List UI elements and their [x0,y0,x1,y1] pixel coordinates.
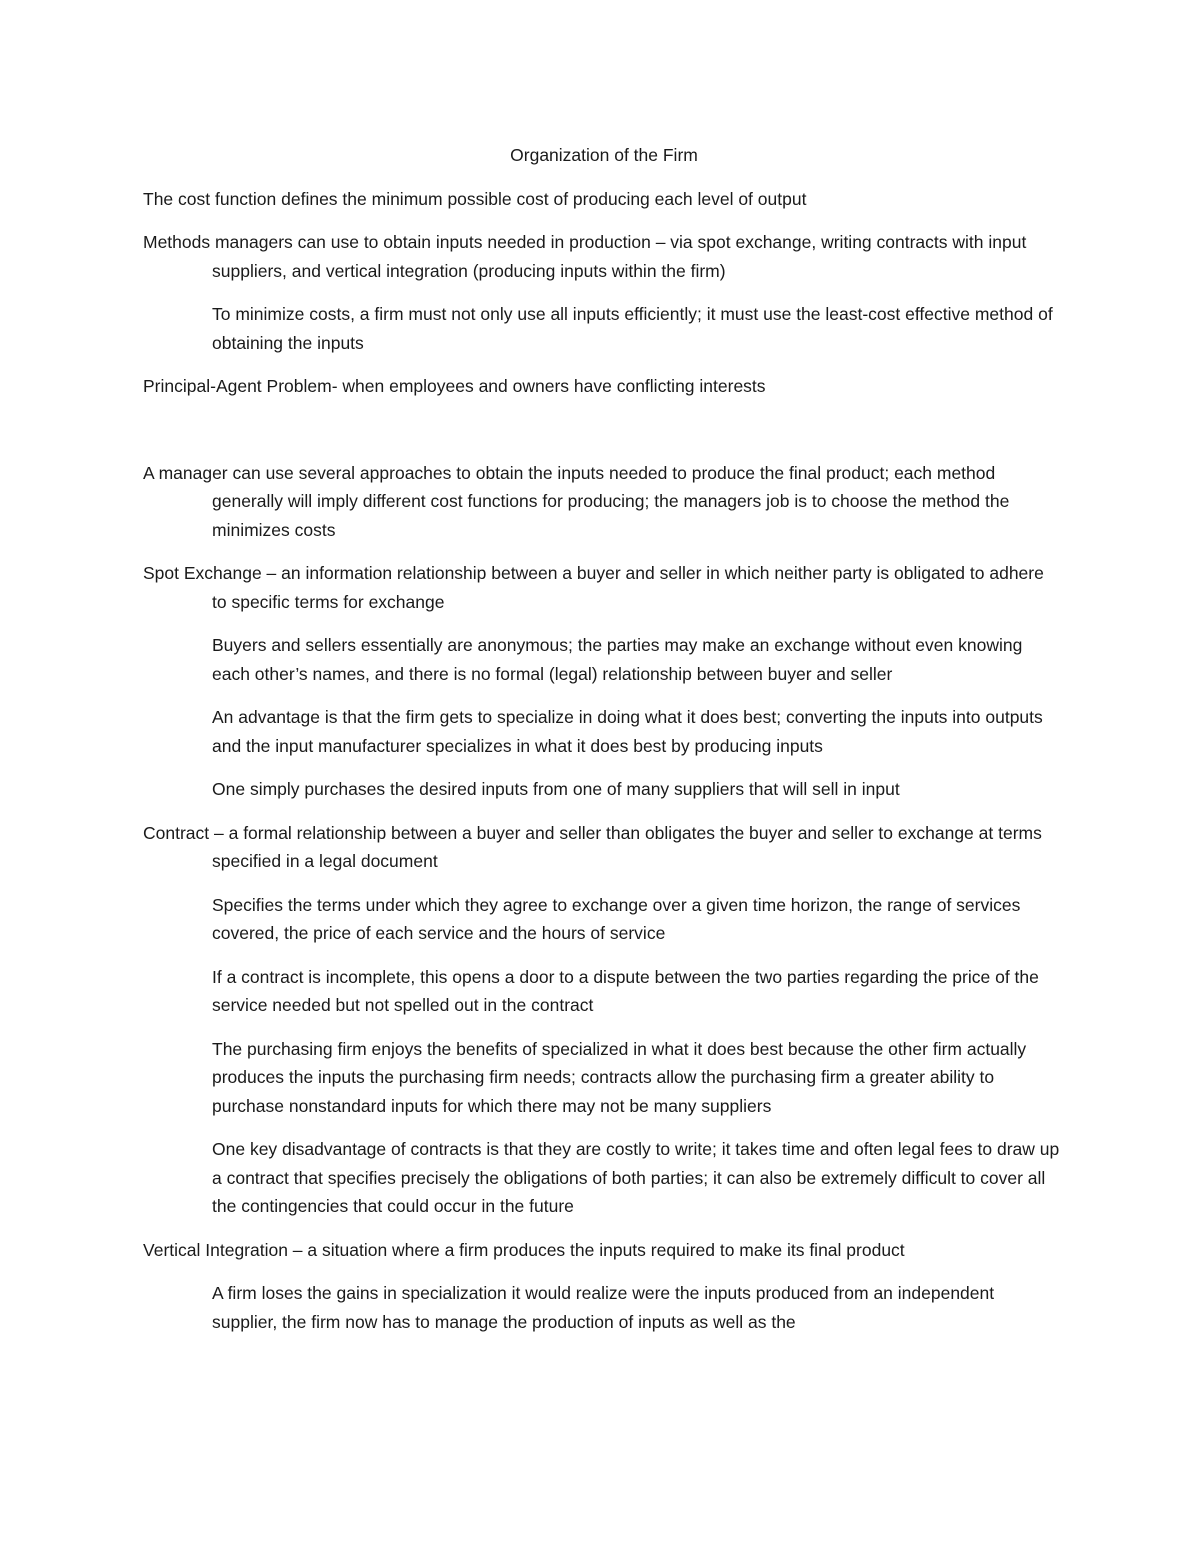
paragraph-incomplete-contract: If a contract is incomplete, this opens a door to a dispute between the two parties regarding the price of the service needed but not spelled out in the contract [212,966,1039,1015]
paragraph-minimize-costs: To minimize costs, a firm must not only use all inputs efficiently; it must use the least-cost effective method of obtaining the inputs [212,304,1053,353]
paragraph-purchases: One simply purchases the desired inputs from one of many suppliers that will sell in input [212,779,900,799]
paragraph-specifies-terms: Specifies the terms under which they agree to exchange over a given time horizon, the range of services covered, the price of each service and the hours of service [212,894,1021,943]
paragraph-vertical-integration: Vertical Integration – a situation where a firm produces the inputs required to make its final product [143,1239,905,1260]
document-title: Organization of the Firm [510,145,698,165]
paragraph-spot-exchange: Spot Exchange – an information relationship between a buyer and seller in which neither party is obligated to adhere to specific terms for exchange [143,563,1044,612]
paragraph-approaches: A manager can use several approaches to obtain the inputs needed to produce the final product; each method generally will imply different cost functions for producing; the managers job is to choose the method the minimizes costs [143,462,1010,540]
paragraph-advantage: An advantage is that the firm gets to specialize in doing what it does best; converting the inputs into outputs and the input manufacturer specializes in what it does best by producing inputs [212,707,1043,756]
paragraph-disadvantage: One key disadvantage of contracts is that they are costly to write; it takes time and often legal fees to draw up a contract that specifies precisely the obligations of both parties; it can also be extremely difficult to cover all the contingencies that could occur in the future [212,1139,1060,1216]
paragraph-principal-agent: Principal-Agent Problem- when employees and owners have conflicting interests [143,376,766,396]
paragraph-methods: Methods managers can use to obtain inputs needed in production – via spot exchange, writing contracts with input suppliers, and vertical integration (producing inputs within the firm) [143,232,1027,281]
document-body [143,141,1063,1351]
paragraph-contract: Contract – a formal relationship between a buyer and seller than obligates the buyer and seller to exchange at terms specified in a legal document [143,822,1042,871]
paragraph-loses-gains: A firm loses the gains in specialization it would realize were the inputs produced from an independent supplier, the firm now has to manage the production of inputs as well as the [212,1283,995,1332]
paragraph-cost-function: The cost function defines the minimum possible cost of producing each level of output [143,188,807,209]
paragraph-purchasing-firm: The purchasing firm enjoys the benefits of specialized in what it does best because the other firm actually produces the inputs the purchasing firm needs; contracts allow the purchasing firm a greater ability to purchase nonstandard inputs for which there may not be many suppliers [212,1038,1027,1116]
paragraph-anonymous: Buyers and sellers essentially are anonymous; the parties may make an exchange without even knowing each other’s names, and there is no formal (legal) relationship between buyer and seller [212,635,1023,684]
